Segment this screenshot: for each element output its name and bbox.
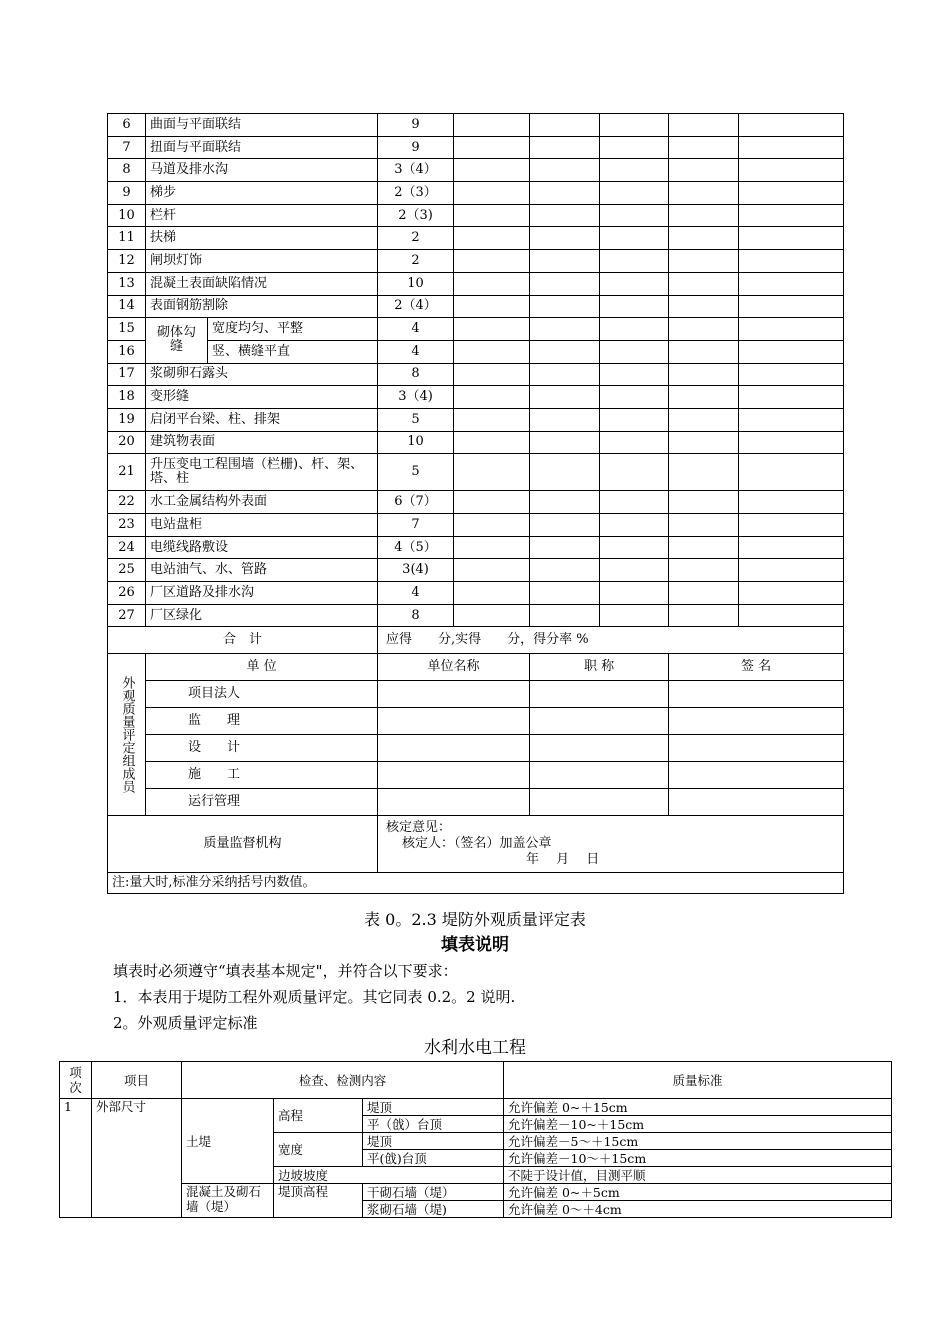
row-number: 15 — [108, 318, 146, 341]
table-row — [108, 318, 844, 341]
table-row — [108, 159, 844, 182]
empty-cell — [454, 514, 530, 537]
row-score: 3（4） — [378, 159, 454, 182]
empty-cell — [600, 363, 669, 386]
empty-cell — [739, 272, 844, 295]
row-item: 梯步 — [146, 182, 378, 205]
table-row — [108, 514, 844, 537]
earth-dike: 土堤 — [182, 1099, 274, 1184]
row-item: 闸坝灯饰 — [146, 250, 378, 273]
row-score: 10 — [378, 272, 454, 295]
empty-cell — [454, 559, 530, 582]
empty-cell — [739, 136, 844, 159]
row-score: 6（7） — [378, 491, 454, 514]
empty-cell — [669, 536, 739, 559]
empty-cell — [600, 295, 669, 318]
empty-cell — [739, 582, 844, 605]
empty-cell — [530, 408, 600, 431]
committee-label — [108, 654, 146, 816]
empty-cell — [669, 708, 844, 735]
row-number: 24 — [108, 536, 146, 559]
row-score: 8 — [378, 363, 454, 386]
row-number: 14 — [108, 295, 146, 318]
row-score: 5 — [378, 454, 454, 491]
empty-cell — [669, 318, 739, 341]
row-item: 竖、横缝平直 — [208, 340, 378, 363]
empty-cell — [530, 250, 600, 273]
empty-cell — [739, 386, 844, 409]
platform-label: 平（戗）台顶 — [363, 1116, 504, 1133]
empty-cell — [378, 735, 530, 762]
crest-label: 堤顶 — [363, 1133, 504, 1150]
empty-cell — [739, 250, 844, 273]
row-number: 9 — [108, 182, 146, 205]
row-score: 9 — [378, 136, 454, 159]
empty-cell — [454, 250, 530, 273]
standard-cell: 允许偏差 0~＋15cm — [504, 1099, 892, 1116]
standard-cell: 允许偏差 0～＋4cm — [504, 1201, 892, 1218]
empty-cell — [530, 762, 669, 789]
row-score: 4 — [378, 582, 454, 605]
table-row — [108, 735, 844, 762]
row-item: 外部尺寸 — [92, 1099, 182, 1218]
row-item: 建筑物表面 — [146, 431, 378, 454]
table-row — [108, 604, 844, 627]
empty-cell — [530, 431, 600, 454]
supervision-line3: 年 月 日 — [526, 852, 600, 868]
table-row — [108, 272, 844, 295]
row-item: 厂区绿化 — [146, 604, 378, 627]
table-row — [108, 204, 844, 227]
empty-cell — [600, 272, 669, 295]
empty-cell — [600, 182, 669, 205]
row-number: 16 — [108, 340, 146, 363]
supervision-label: 质量监督机构 — [108, 816, 378, 873]
table-row — [108, 250, 844, 273]
quality-standard-table — [59, 1061, 892, 1218]
table-row — [108, 559, 844, 582]
committee-label-text: 外观质量评定组成员 — [119, 676, 135, 794]
table-row — [108, 431, 844, 454]
empty-cell — [530, 159, 600, 182]
empty-cell — [600, 136, 669, 159]
table-row — [108, 182, 844, 205]
row-score: 2 — [378, 227, 454, 250]
table-row — [108, 227, 844, 250]
empty-cell — [530, 114, 600, 137]
row-item: 马道及排水沟 — [146, 159, 378, 182]
empty-cell — [530, 227, 600, 250]
empty-cell — [739, 204, 844, 227]
row-number: 10 — [108, 204, 146, 227]
empty-cell — [454, 227, 530, 250]
empty-cell — [454, 295, 530, 318]
slope-label: 边坡坡度 — [274, 1167, 504, 1184]
empty-cell — [669, 250, 739, 273]
table-row — [108, 491, 844, 514]
table-row — [108, 654, 844, 681]
empty-cell — [454, 604, 530, 627]
empty-cell — [669, 182, 739, 205]
empty-cell — [600, 431, 669, 454]
empty-cell — [530, 789, 669, 816]
section-heading: 填表说明 — [441, 935, 509, 955]
standard-cell: 允许偏差－5～＋15cm — [504, 1133, 892, 1150]
standard-cell: 允许偏差－10～＋15cm — [504, 1150, 892, 1167]
row-number: 26 — [108, 582, 146, 605]
subtitle: 水利水电工程 — [424, 1038, 526, 1058]
row-number: 18 — [108, 386, 146, 409]
empty-cell — [669, 762, 844, 789]
row-score: 3（4) — [378, 386, 454, 409]
table-caption: 表 0。2.3 堤防外观质量评定表 — [364, 910, 586, 929]
table-row — [60, 1099, 892, 1116]
empty-cell — [530, 136, 600, 159]
empty-cell — [600, 514, 669, 537]
row-item: 升压变电工程围墙（栏栅)、杆、架、塔、柱 — [146, 454, 378, 491]
empty-cell — [739, 491, 844, 514]
header-title: 职 称 — [530, 654, 669, 681]
empty-cell — [530, 295, 600, 318]
empty-cell — [454, 114, 530, 137]
row-item: 扶梯 — [146, 227, 378, 250]
row-number: 8 — [108, 159, 146, 182]
empty-cell — [600, 536, 669, 559]
row-number: 22 — [108, 491, 146, 514]
table-header-row — [60, 1062, 892, 1099]
table-row — [108, 386, 844, 409]
supervision-line1: 核定意见： — [386, 820, 452, 836]
empty-cell — [530, 454, 600, 491]
empty-cell — [739, 340, 844, 363]
appearance-score-table — [107, 113, 844, 894]
empty-cell — [530, 318, 600, 341]
table-row — [108, 816, 844, 873]
empty-cell — [530, 536, 600, 559]
empty-cell — [669, 136, 739, 159]
table-row — [108, 136, 844, 159]
row-item: 电缆线路敷设 — [146, 536, 378, 559]
row-score: 5 — [378, 408, 454, 431]
empty-cell — [600, 159, 669, 182]
empty-cell — [454, 204, 530, 227]
table-row — [108, 536, 844, 559]
table-row — [108, 114, 844, 137]
empty-cell — [600, 250, 669, 273]
empty-cell — [454, 491, 530, 514]
empty-cell — [669, 491, 739, 514]
header-unit-name: 单位名称 — [378, 654, 530, 681]
empty-cell — [669, 386, 739, 409]
row-item: 混凝土表面缺陷情况 — [146, 272, 378, 295]
table-row — [108, 582, 844, 605]
row-number: 21 — [108, 454, 146, 491]
empty-cell — [739, 363, 844, 386]
empty-cell — [669, 295, 739, 318]
empty-cell — [378, 789, 530, 816]
masonry-group-label: 砌体勾缝 — [146, 318, 208, 363]
empty-cell — [600, 454, 669, 491]
empty-cell — [739, 559, 844, 582]
empty-cell — [454, 318, 530, 341]
empty-cell — [454, 431, 530, 454]
empty-cell — [600, 491, 669, 514]
empty-cell — [669, 408, 739, 431]
concrete-wall: 混凝土及砌石墙（堤） — [182, 1184, 274, 1218]
header-unit: 单 位 — [146, 654, 378, 681]
empty-cell — [739, 182, 844, 205]
height-label: 高程 — [274, 1099, 363, 1133]
row-score: 2（3) — [378, 204, 454, 227]
empty-cell — [530, 514, 600, 537]
row-item: 曲面与平面联结 — [146, 114, 378, 137]
row-score: 4 — [378, 340, 454, 363]
standard-cell: 不陡于设计值，目测平顺 — [504, 1167, 892, 1184]
row-number: 6 — [108, 114, 146, 137]
empty-cell — [600, 582, 669, 605]
row-no: 1 — [60, 1099, 92, 1218]
unit-name: 监 理 — [146, 708, 378, 735]
empty-cell — [739, 114, 844, 137]
header-no: 项次 — [60, 1062, 92, 1099]
total-label: 合 计 — [108, 627, 378, 654]
empty-cell — [454, 159, 530, 182]
header-signature: 签 名 — [669, 654, 844, 681]
empty-cell — [530, 182, 600, 205]
empty-cell — [669, 582, 739, 605]
table-row — [108, 408, 844, 431]
empty-cell — [600, 340, 669, 363]
row-item: 厂区道路及排水沟 — [146, 582, 378, 605]
row-number: 25 — [108, 559, 146, 582]
empty-cell — [454, 340, 530, 363]
empty-cell — [378, 681, 530, 708]
mortar-wall-label: 浆砌石墙（堤) — [363, 1201, 504, 1218]
row-score: 7 — [378, 514, 454, 537]
empty-cell — [454, 386, 530, 409]
row-score: 2 — [378, 250, 454, 273]
row-item: 栏杆 — [146, 204, 378, 227]
empty-cell — [600, 318, 669, 341]
empty-cell — [739, 318, 844, 341]
paragraph-2: 1．本表用于堤防工程外观质量评定。其它同表 0.2。2 说明. — [113, 988, 516, 1006]
row-item: 电站盘柜 — [146, 514, 378, 537]
row-score: 9 — [378, 114, 454, 137]
table-row — [108, 340, 844, 363]
empty-cell — [669, 340, 739, 363]
row-score: 2（3） — [378, 182, 454, 205]
row-score: 10 — [378, 431, 454, 454]
row-number: 27 — [108, 604, 146, 627]
empty-cell — [669, 681, 844, 708]
table-row — [108, 789, 844, 816]
unit-name: 设 计 — [146, 735, 378, 762]
empty-cell — [669, 114, 739, 137]
empty-cell — [669, 431, 739, 454]
empty-cell — [669, 454, 739, 491]
empty-cell — [454, 582, 530, 605]
empty-cell — [669, 363, 739, 386]
empty-cell — [669, 272, 739, 295]
empty-cell — [739, 227, 844, 250]
table-row — [108, 873, 844, 894]
header-standard: 质量标准 — [504, 1062, 892, 1099]
row-number: 11 — [108, 227, 146, 250]
row-score: 3(4) — [378, 559, 454, 582]
unit-name: 施 工 — [146, 762, 378, 789]
table-row — [108, 708, 844, 735]
row-item: 浆砌卵石露头 — [146, 363, 378, 386]
empty-cell — [669, 204, 739, 227]
empty-cell — [669, 604, 739, 627]
empty-cell — [669, 735, 844, 762]
empty-cell — [600, 114, 669, 137]
table-row — [108, 454, 844, 491]
empty-cell — [454, 408, 530, 431]
empty-cell — [669, 789, 844, 816]
unit-name: 项目法人 — [146, 681, 378, 708]
empty-cell — [739, 431, 844, 454]
empty-cell — [454, 182, 530, 205]
empty-cell — [454, 272, 530, 295]
empty-cell — [530, 604, 600, 627]
empty-cell — [530, 386, 600, 409]
empty-cell — [454, 536, 530, 559]
table-row — [108, 363, 844, 386]
supervision-opinion — [378, 816, 844, 873]
row-score: 8 — [378, 604, 454, 627]
row-number: 7 — [108, 136, 146, 159]
row-number: 23 — [108, 514, 146, 537]
row-number: 13 — [108, 272, 146, 295]
paragraph-1: 填表时必须遵守“填表基本规定"，并符合以下要求： — [113, 962, 458, 980]
dry-wall-label: 干砌石墙（堤） — [363, 1184, 504, 1201]
empty-cell — [669, 514, 739, 537]
empty-cell — [530, 272, 600, 295]
row-item: 启闭平台梁、柱、排架 — [146, 408, 378, 431]
empty-cell — [454, 136, 530, 159]
row-item: 变形缝 — [146, 386, 378, 409]
row-number: 19 — [108, 408, 146, 431]
paragraph-3: 2。外观质量评定标准 — [113, 1014, 258, 1032]
row-score: 2（4） — [378, 295, 454, 318]
empty-cell — [600, 604, 669, 627]
empty-cell — [739, 604, 844, 627]
row-item: 扭面与平面联结 — [146, 136, 378, 159]
standard-cell: 允许偏差－10~＋15cm — [504, 1116, 892, 1133]
empty-cell — [530, 681, 669, 708]
empty-cell — [600, 386, 669, 409]
top-height-label: 堤顶高程 — [274, 1184, 363, 1218]
empty-cell — [530, 708, 669, 735]
empty-cell — [530, 204, 600, 227]
supervision-line2: 核定人：（签名）加盖公章 — [402, 836, 552, 852]
empty-cell — [739, 295, 844, 318]
platform-label: 平(戗)台顶 — [363, 1150, 504, 1167]
empty-cell — [600, 227, 669, 250]
empty-cell — [600, 204, 669, 227]
empty-cell — [530, 363, 600, 386]
empty-cell — [530, 559, 600, 582]
empty-cell — [530, 491, 600, 514]
table-note: 注:量大时,标准分采纳括号内数值。 — [108, 873, 844, 894]
empty-cell — [739, 454, 844, 491]
empty-cell — [530, 735, 669, 762]
empty-cell — [739, 536, 844, 559]
crest-label: 堤顶 — [363, 1099, 504, 1116]
row-number: 12 — [108, 250, 146, 273]
table-row — [108, 762, 844, 789]
row-score: 4 — [378, 318, 454, 341]
table-row — [108, 295, 844, 318]
empty-cell — [739, 408, 844, 431]
row-score: 4（5） — [378, 536, 454, 559]
table-row — [108, 681, 844, 708]
empty-cell — [669, 159, 739, 182]
empty-cell — [739, 514, 844, 537]
empty-cell — [378, 762, 530, 789]
table-row — [60, 1184, 892, 1201]
row-item: 水工金属结构外表面 — [146, 491, 378, 514]
total-text: 应得 分,实得 分，得分率 % — [378, 627, 844, 654]
empty-cell — [530, 340, 600, 363]
row-number: 20 — [108, 431, 146, 454]
unit-name: 运行管理 — [146, 789, 378, 816]
empty-cell — [378, 708, 530, 735]
table-row — [108, 627, 844, 654]
header-content: 检查、检测内容 — [182, 1062, 504, 1099]
empty-cell — [669, 227, 739, 250]
row-item: 表面钢筋割除 — [146, 295, 378, 318]
empty-cell — [669, 559, 739, 582]
width-label: 宽度 — [274, 1133, 363, 1167]
header-item: 项目 — [92, 1062, 182, 1099]
standard-cell: 允许偏差 0~＋5cm — [504, 1184, 892, 1201]
row-item: 电站油气、水、管路 — [146, 559, 378, 582]
empty-cell — [454, 363, 530, 386]
empty-cell — [530, 582, 600, 605]
empty-cell — [739, 159, 844, 182]
empty-cell — [454, 454, 530, 491]
empty-cell — [600, 408, 669, 431]
row-item: 宽度均匀、平整 — [208, 318, 378, 341]
row-number: 17 — [108, 363, 146, 386]
empty-cell — [600, 559, 669, 582]
